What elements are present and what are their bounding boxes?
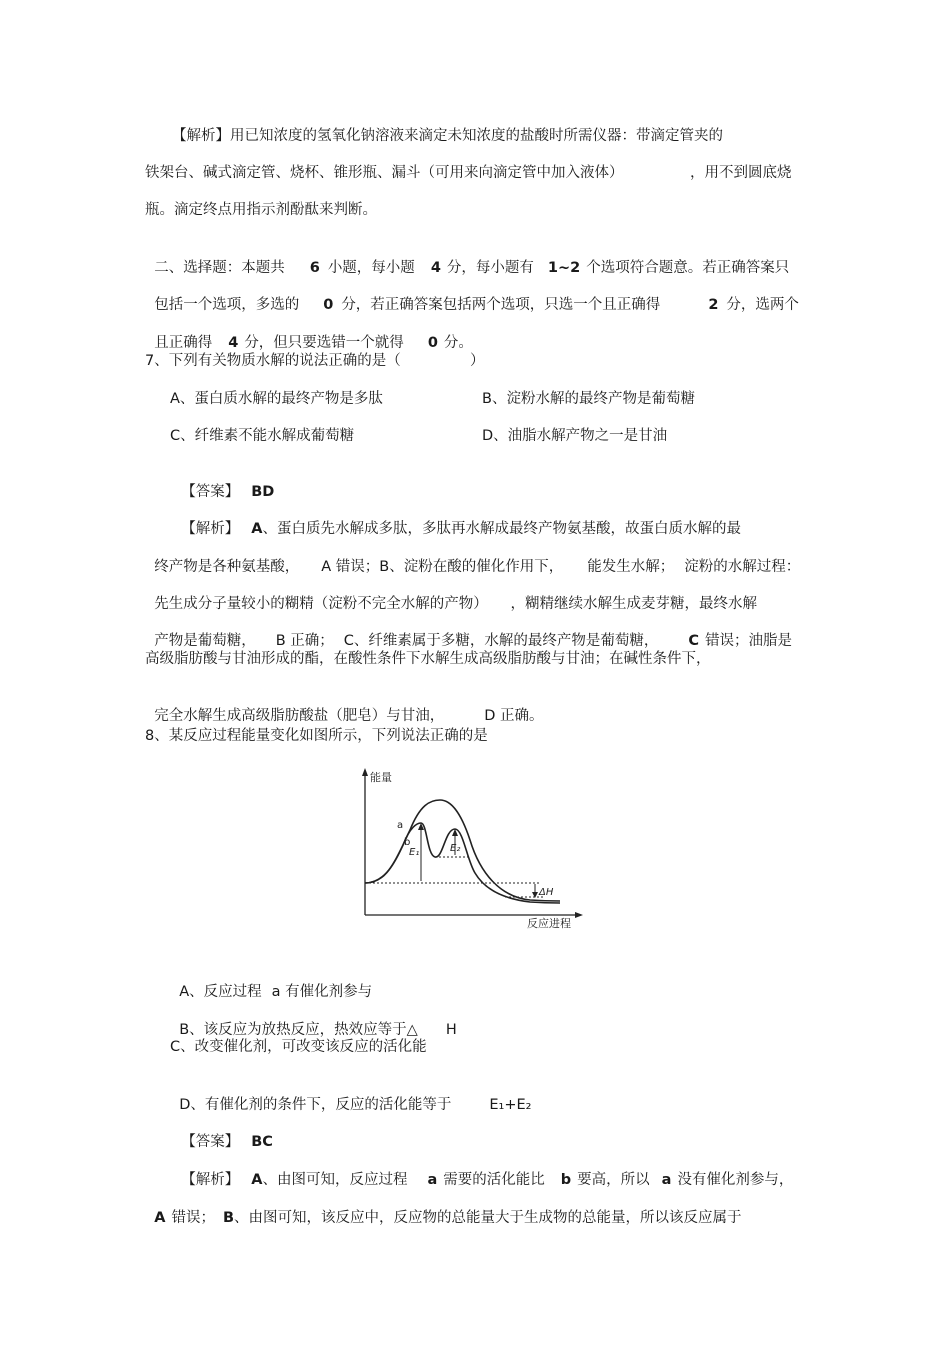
intro-line-2a: 铁架台、碱式滴定管、烧杯、锥形瓶、漏斗（可用来向滴定管中加入液体） <box>145 165 624 181</box>
e2-label: E₂ <box>450 843 461 854</box>
dh-label: ΔH <box>539 887 554 898</box>
q8-explanation-1: 【解析】 A、由图可知，反应过程 a 需要的活化能比 b 要高，所以 a 没有催化剂参与， <box>181 1172 794 1188</box>
q7-explanation-6: 完全水解生成高级脂肪酸盐（肥皂）与甘油， D 正确。 <box>154 708 544 724</box>
y-axis-arrow <box>362 768 368 776</box>
y-axis-label: 能量 <box>370 771 392 784</box>
q7-option-c: C、纤维素不能水解成葡萄糖 <box>170 428 355 444</box>
q7-explanation-3: 先生成分子量较小的糊精（淀粉不完全水解的产物） ，糊精继续水解生成麦芽糖，最终水解 <box>154 596 757 612</box>
section2-line-3: 且正确得 4 分，但只要选错一个就得 0 分。 <box>154 335 473 351</box>
q8-answer: 【答案】 BC <box>181 1134 273 1150</box>
q7-option-d: D、油脂水解产物之一是甘油 <box>482 428 668 444</box>
section2-line-2: 包括一个选项，多选的 0 分，若正确答案包括两个选项，只选一个且正确得 2 分，选两个 <box>154 297 799 313</box>
e1-label: E₁ <box>409 847 420 858</box>
q7-explanation-2: 终产物是各种氨基酸， A 错误；B、淀粉在酸的催化作用下， 能发生水解； 淀粉的水解过程： <box>154 559 801 575</box>
intro-line-3: 瓶。滴定终点用指示剂酚酞来判断。 <box>145 202 377 218</box>
section2-line-1: 二、选择题：本题共 6 小题，每小题 4 分，每小题有 1~2 个选项符合题意。若正确答案只 <box>154 260 790 276</box>
q8-option-a: A、反应过程 a 有催化剂参与 <box>179 984 373 1000</box>
q7-explanation-4: 产物是葡萄糖， B 正确； C、纤维素属于多糖，水解的最终产物是葡萄糖， C 错误；油脂是 <box>154 633 793 649</box>
q7-stem-end: ） <box>470 353 485 369</box>
q8-option-b: B、该反应为放热反应，热效应等于△ H <box>179 1022 457 1038</box>
q8-option-d: D、有催化剂的条件下，反应的活化能等于 E₁+E₂ <box>179 1097 532 1113</box>
q8-explanation-2: A 错误； B、由图可知，该反应中，反应物的总能量大于生成物的总能量，所以该反应属于 <box>154 1210 742 1226</box>
q7-option-a: A、蛋白质水解的最终产物是多肽 <box>170 391 383 407</box>
energy-diagram <box>355 765 585 930</box>
q8-option-c: C、改变催化剂，可改变该反应的活化能 <box>170 1039 427 1055</box>
curve-a <box>365 800 560 901</box>
q7-explanation-5: 高级脂肪酸与甘油形成的酯，在酸性条件下水解生成高级脂肪酸与甘油；在碱性条件下， <box>145 651 711 667</box>
curve-b <box>365 823 560 903</box>
q8-stem: 8、某反应过程能量变化如图所示，下列说法正确的是 <box>145 728 488 744</box>
q7-explanation-1: 【解析】 A、蛋白质先水解成多肽，多肽再水解成最终产物氨基酸，故蛋白质水解的最 <box>181 521 741 537</box>
q7-answer: 【答案】 BD <box>181 484 275 500</box>
intro-line-2b: ，用不到圆底烧 <box>690 165 792 181</box>
q7-option-b: B、淀粉水解的最终产物是葡萄糖 <box>482 391 695 407</box>
curve-b-label: b <box>404 837 411 848</box>
curve-a-label: a <box>397 820 404 831</box>
intro-line-1: 【解析】用已知浓度的氢氧化钠溶液来滴定未知浓度的盐酸时所需仪器：带滴定管夹的 <box>172 128 723 144</box>
x-axis-arrow <box>575 912 583 918</box>
q7-stem: 7、下列有关物质水解的说法正确的是（ <box>145 353 401 369</box>
x-axis-label: 反应进程 <box>527 917 571 930</box>
